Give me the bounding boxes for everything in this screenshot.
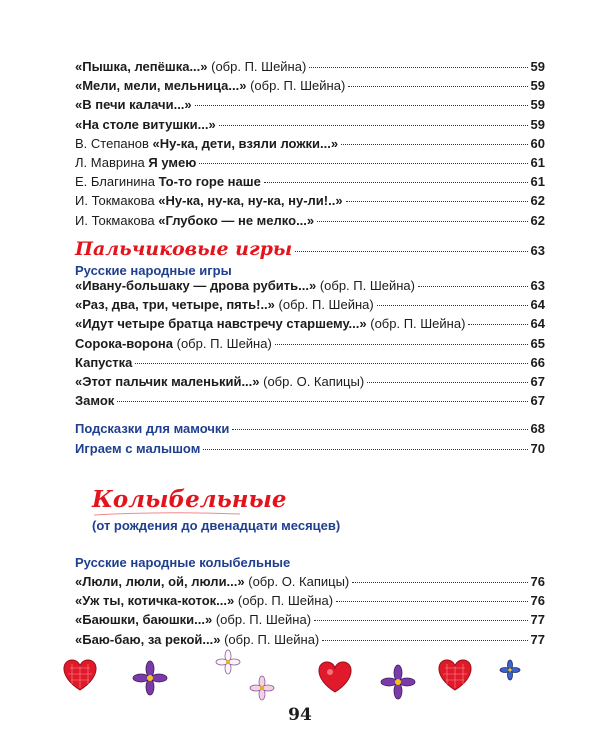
- entry-plain-text: И. Токмакова: [75, 193, 159, 209]
- leader-dots: [219, 125, 528, 126]
- subheading-folk-lullabies: Русские народные колыбельные: [75, 555, 291, 570]
- leader-dots: [135, 363, 527, 364]
- leader-dots: [468, 324, 527, 325]
- entry-plain-text: (обр. П. Шейна): [220, 631, 320, 647]
- toc-entry: [75, 335, 545, 353]
- toc-entry: [75, 631, 545, 649]
- flower-icon: [250, 676, 274, 700]
- entry-title: [75, 116, 216, 134]
- entry-bold-text: «Баю-баю, за рекой...»: [75, 631, 221, 647]
- entry-bold-text: «Пышка, лепёшка...»: [75, 59, 208, 74]
- page-number: 94: [288, 705, 312, 725]
- toc-entry: [75, 96, 545, 114]
- section-subtitle-lullabies: (от рождения до двенадцати месяцев): [92, 518, 341, 533]
- decorative-border: [0, 648, 600, 708]
- flower-icon: [381, 665, 415, 699]
- entry-bold-text: «Ивану-большаку — дрова рубить...»: [75, 278, 317, 293]
- entry-title: [75, 631, 319, 649]
- leader-dots: [348, 86, 527, 87]
- entry-plain-text: (обр. П. Шейна): [274, 297, 374, 313]
- entry-bold-text: «Раз, два, три, четыре, пять!..»: [75, 297, 275, 313]
- entry-bold-text: То-то горе наше: [158, 174, 261, 190]
- entry-title: [75, 592, 333, 610]
- entry-bold-text: «Уж ты, котичка-коток...»: [75, 593, 235, 609]
- page-ref: 68: [530, 421, 545, 436]
- entry-bold-text: «Глубоко — не мелко...»: [158, 212, 315, 228]
- entry-title: [75, 373, 364, 391]
- entry-plain-text: (обр. П. Шейна): [366, 316, 466, 332]
- entry-plain-text: Е. Благинина: [75, 174, 159, 190]
- page-ref: 76: [530, 574, 545, 589]
- page-ref: 62: [530, 212, 545, 228]
- page-ref: 61: [530, 155, 545, 170]
- toc-entry: [75, 573, 545, 591]
- flower-icon: [500, 660, 520, 680]
- toc-entry: [75, 420, 545, 438]
- entry-title: [75, 315, 465, 333]
- toc-entry: [75, 135, 545, 153]
- entry-bold-text: «Люли, люли, ой, люли...»: [75, 574, 245, 589]
- leader-dots: [336, 601, 527, 602]
- page-ref: 67: [530, 374, 545, 389]
- entry-bold-text: «Мели, мели, мельница...»: [75, 78, 247, 94]
- page-ref: 63: [530, 243, 545, 258]
- toc-entry: [75, 173, 545, 191]
- page-ref: 60: [530, 135, 545, 151]
- toc-entry: [75, 192, 545, 210]
- entry-plain-text: В. Степанов: [75, 135, 153, 151]
- entry-plain-text: (обр. П. Шейна): [173, 335, 272, 351]
- toc-entry: [75, 116, 545, 134]
- entry-plain-text: (обр. П. Шейна): [316, 278, 415, 293]
- leader-dots: [199, 163, 527, 164]
- entry-title: [75, 96, 192, 114]
- leader-dots: [418, 286, 528, 287]
- leader-dots: [309, 67, 527, 68]
- page-ref: 64: [530, 316, 545, 332]
- leader-dots: [352, 582, 527, 583]
- entry-plain-text: (обр. О. Капицы): [259, 374, 365, 389]
- toc-entry: [75, 154, 545, 172]
- page-ref: 59: [530, 116, 545, 132]
- leader-dots: [341, 144, 527, 145]
- page-ref: 62: [530, 193, 545, 209]
- toc-entry: [75, 277, 545, 295]
- toc-entry: [75, 611, 545, 629]
- entry-title: [75, 77, 345, 95]
- heart-icon: [64, 660, 96, 690]
- entry-plain-text: (обр. П. Шейна): [234, 593, 334, 609]
- leader-dots: [203, 449, 527, 450]
- entry-bold-text: Подсказки для мамочки: [75, 421, 230, 436]
- leader-dots: [275, 344, 528, 345]
- entry-bold-text: Замок: [75, 393, 115, 409]
- section-title-lullabies: Колыбельные: [92, 486, 287, 513]
- page-ref: 59: [530, 78, 545, 94]
- page-ref: 76: [530, 593, 545, 609]
- entry-title: [75, 58, 306, 76]
- entry-bold-text: Сорока-ворона: [75, 335, 174, 351]
- entry-title: [75, 277, 415, 295]
- subheading-folk-games: Русские народные игры: [75, 263, 232, 278]
- leader-dots: [232, 429, 527, 430]
- page-ref: 63: [530, 278, 545, 293]
- page-ref: 77: [530, 631, 545, 647]
- toc-entry: [75, 354, 545, 372]
- entry-bold-text: «Этот пальчик маленький...»: [75, 374, 260, 389]
- entry-title: [75, 154, 196, 172]
- entry-title: [75, 135, 338, 153]
- entry-title: [75, 573, 349, 591]
- title-underline: [92, 510, 242, 518]
- entry-bold-text: «В печи калачи...»: [75, 97, 192, 113]
- page-ref: 59: [530, 59, 545, 74]
- entry-plain-text: (обр. П. Шейна): [246, 78, 346, 94]
- leader-dots: [195, 105, 528, 106]
- toc-entry: [75, 392, 545, 410]
- entry-plain-text: (обр. О. Капицы): [244, 574, 350, 589]
- entry-bold-text: «Ну-ка, ну-ка, ну-ка, ну-ли!..»: [158, 193, 343, 209]
- toc-entry: [75, 440, 545, 458]
- page-ref: 65: [530, 335, 545, 351]
- entry-plain-text: (обр. П. Шейна): [212, 612, 312, 628]
- page-ref: 66: [530, 354, 545, 370]
- toc-entry: [75, 58, 545, 76]
- page-ref: 61: [530, 174, 545, 190]
- entry-title: [75, 354, 132, 372]
- toc-entry: [75, 373, 545, 391]
- entry-bold-text: «Баюшки, баюшки...»: [75, 612, 213, 628]
- section-title-finger-games: Пальчиковые игры: [75, 238, 293, 260]
- entry-title: [75, 392, 114, 410]
- heart-icon: [319, 662, 351, 692]
- section-title-finger-games-row: [75, 240, 545, 258]
- flower-icon: [216, 650, 240, 674]
- leader-dots: [377, 305, 528, 306]
- entry-title: [75, 440, 200, 458]
- leader-dots: [322, 640, 527, 641]
- entry-title: [75, 611, 311, 629]
- flower-icon: [133, 661, 167, 695]
- entry-bold-text: Капустка: [75, 354, 133, 370]
- leader-dots: [367, 382, 527, 383]
- entry-plain-text: (обр. П. Шейна): [207, 59, 307, 74]
- entry-bold-text: Я умею: [148, 155, 197, 170]
- page-ref: 59: [530, 97, 545, 113]
- leader-dots: [314, 620, 528, 621]
- entry-title: [75, 192, 343, 210]
- leader-dots: [317, 221, 527, 222]
- entry-bold-text: «Идут четыре братца навстречу старшему...»: [75, 316, 367, 332]
- page-ref: 64: [530, 297, 545, 313]
- entry-bold-text: «Ну-ка, дети, взяли ложки...»: [152, 135, 339, 151]
- page-ref: 67: [530, 393, 545, 409]
- leader-dots: [295, 251, 527, 252]
- leader-dots: [264, 182, 528, 183]
- entry-title: [75, 296, 374, 314]
- entry-title: [75, 420, 229, 438]
- toc-entry: [75, 296, 545, 314]
- page-ref: 70: [530, 440, 545, 456]
- entry-title: [75, 173, 261, 191]
- entry-plain-text: Л. Маврина: [75, 155, 149, 170]
- entry-bold-text: Играем с малышом: [75, 440, 201, 456]
- toc-entry: [75, 592, 545, 610]
- leader-dots: [346, 201, 528, 202]
- toc-entry: [75, 212, 545, 230]
- heart-icon: [439, 660, 471, 690]
- entry-plain-text: И. Токмакова: [75, 212, 159, 228]
- toc-entry: [75, 315, 545, 333]
- entry-bold-text: «На столе витушки...»: [75, 116, 216, 132]
- entry-title: [75, 335, 272, 353]
- entry-title: [75, 212, 314, 230]
- toc-entry: [75, 77, 545, 95]
- leader-dots: [117, 401, 527, 402]
- page-ref: 77: [530, 612, 545, 628]
